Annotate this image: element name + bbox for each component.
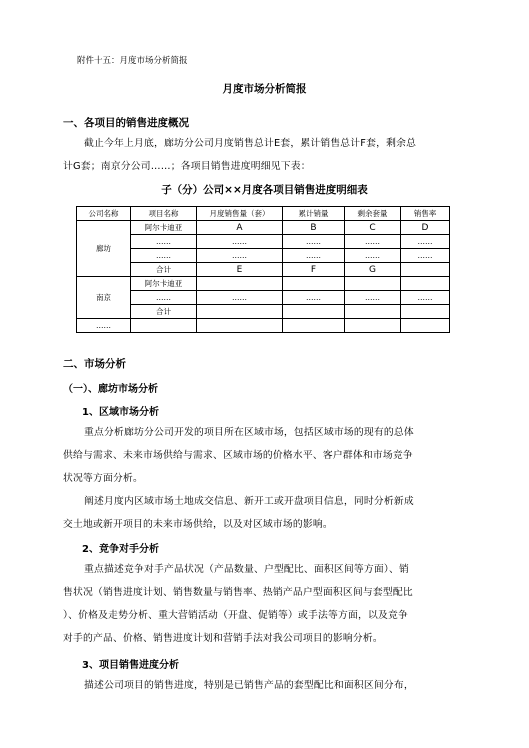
section-2-heading: 二、市场分析 — [63, 358, 126, 370]
item-1-title: 1、区域市场分析 — [82, 407, 159, 418]
table-cell: …… — [131, 249, 197, 263]
table-cell — [345, 305, 401, 319]
header-cumulative: 累计销量 — [283, 207, 345, 221]
paragraph-line: 对手的产品、价格、销售进度计划和营销手法对我公司项目的影响分析。 — [63, 633, 383, 644]
table-cell: D — [401, 221, 450, 235]
paragraph-line: 描述公司项目的销售进度，特别是已销售产品的套型配比和面积区间分布， — [84, 680, 414, 691]
table-cell — [345, 319, 401, 333]
table-cell: 合计 — [131, 305, 197, 319]
table-cell: …… — [197, 235, 283, 249]
paragraph-line: 阐述月度内区域市场土地成交信息、新开工或开盘项目信息，同时分析新成 — [84, 496, 414, 507]
table-row — [77, 235, 450, 249]
table-cell — [197, 319, 283, 333]
paragraph-line: 售状况（销售进度计划、销售数量与销售率、热销产品户型面积区间与套型配比 — [63, 587, 413, 598]
table-cell: G — [345, 263, 401, 277]
table-cell: C — [345, 221, 401, 235]
table-cell: …… — [401, 291, 450, 305]
table-cell — [197, 277, 283, 291]
table-cell — [401, 277, 450, 291]
table-cell: …… — [401, 235, 450, 249]
table-row — [77, 319, 450, 333]
table-cell: …… — [77, 319, 131, 333]
item-1-paragraph-2 — [63, 490, 461, 536]
header-company: 公司名称 — [77, 207, 131, 221]
table-cell: …… — [345, 249, 401, 263]
company-nanjing: 南京 — [77, 277, 131, 319]
paragraph-line: 重点描述竞争对手产品状况（产品数量、户型配比、面积区间等方面）、销 — [84, 564, 409, 575]
attachment-label: 附件十五：月度市场分析简报 — [77, 56, 188, 66]
header-remaining: 剩余套量 — [345, 207, 401, 221]
section-1-heading: 一、各项目的销售进度概况 — [63, 117, 189, 129]
table-row — [77, 249, 450, 263]
table-cell: …… — [197, 249, 283, 263]
sales-progress-table — [76, 206, 450, 333]
table-cell — [283, 277, 345, 291]
section-1-paragraph — [63, 132, 461, 178]
table-cell: …… — [131, 235, 197, 249]
table-cell: …… — [283, 249, 345, 263]
item-2-title: 2、竞争对手分析 — [82, 544, 159, 555]
table-cell — [283, 319, 345, 333]
table-title: 子（分）公司××月度各项目销售进度明细表 — [161, 184, 368, 196]
item-3-title: 3、项目销售进度分析 — [82, 660, 179, 671]
table-cell: …… — [401, 249, 450, 263]
table-cell — [345, 277, 401, 291]
table-cell: …… — [131, 291, 197, 305]
table-cell: 合计 — [131, 263, 197, 277]
item-3-paragraph — [63, 674, 461, 697]
paragraph-line: 供给与需求、未来市场供给与需求、区域市场的价格水平、客户群体和市场竞争 — [63, 450, 413, 461]
paragraph-line: 状况等方面分析。 — [63, 473, 143, 484]
table-cell: …… — [283, 235, 345, 249]
table-cell: E — [197, 263, 283, 277]
table-header-row — [77, 207, 450, 221]
item-2-paragraph — [63, 558, 461, 650]
table-row — [77, 291, 450, 305]
company-langfang: 廊坊 — [77, 221, 131, 277]
table-cell: F — [283, 263, 345, 277]
document-title: 月度市场分析简报 — [222, 83, 307, 95]
table-cell: …… — [345, 291, 401, 305]
table-cell — [401, 263, 450, 277]
table-cell: …… — [345, 235, 401, 249]
table-cell — [197, 305, 283, 319]
table-cell: A — [197, 221, 283, 235]
table-cell: 阿尔卡迪亚 — [131, 221, 197, 235]
item-1-paragraph-1 — [63, 421, 461, 490]
paragraph-line: 交土地或新开项目的未来市场供给，以及对区域市场的影响。 — [63, 519, 333, 530]
table-cell — [401, 305, 450, 319]
table-cell: …… — [197, 291, 283, 305]
table-cell — [283, 305, 345, 319]
section-1-line-2: 计G套；南京分公司……；各项目销售进度明细见下表： — [63, 161, 311, 172]
header-project: 项目名称 — [131, 207, 197, 221]
table-cell — [401, 319, 450, 333]
paragraph-line: 重点分析廊坊分公司开发的项目所在区域市场，包括区域市场的现有的总体 — [84, 427, 414, 438]
table-row — [77, 221, 450, 235]
table-row — [77, 305, 450, 319]
table-cell: 阿尔卡迪亚 — [131, 277, 197, 291]
subsection-langfang-heading: （一）、廊坊市场分析 — [63, 384, 158, 395]
section-1-line-1: 截止今年上月底，廊坊分公司月度销售总计E套，累计销售总计F套，剩余总 — [84, 138, 417, 149]
table-row — [77, 277, 450, 291]
table-cell — [131, 319, 197, 333]
header-monthly-sales: 月度销售量（套） — [197, 207, 283, 221]
table-cell: …… — [283, 291, 345, 305]
header-sales-rate: 销售率 — [401, 207, 450, 221]
paragraph-line: ）、价格及走势分析、重大营销活动（开盘、促销等）或手法等方面，以及竞争 — [63, 610, 408, 621]
table-row — [77, 263, 450, 277]
table-cell: B — [283, 221, 345, 235]
